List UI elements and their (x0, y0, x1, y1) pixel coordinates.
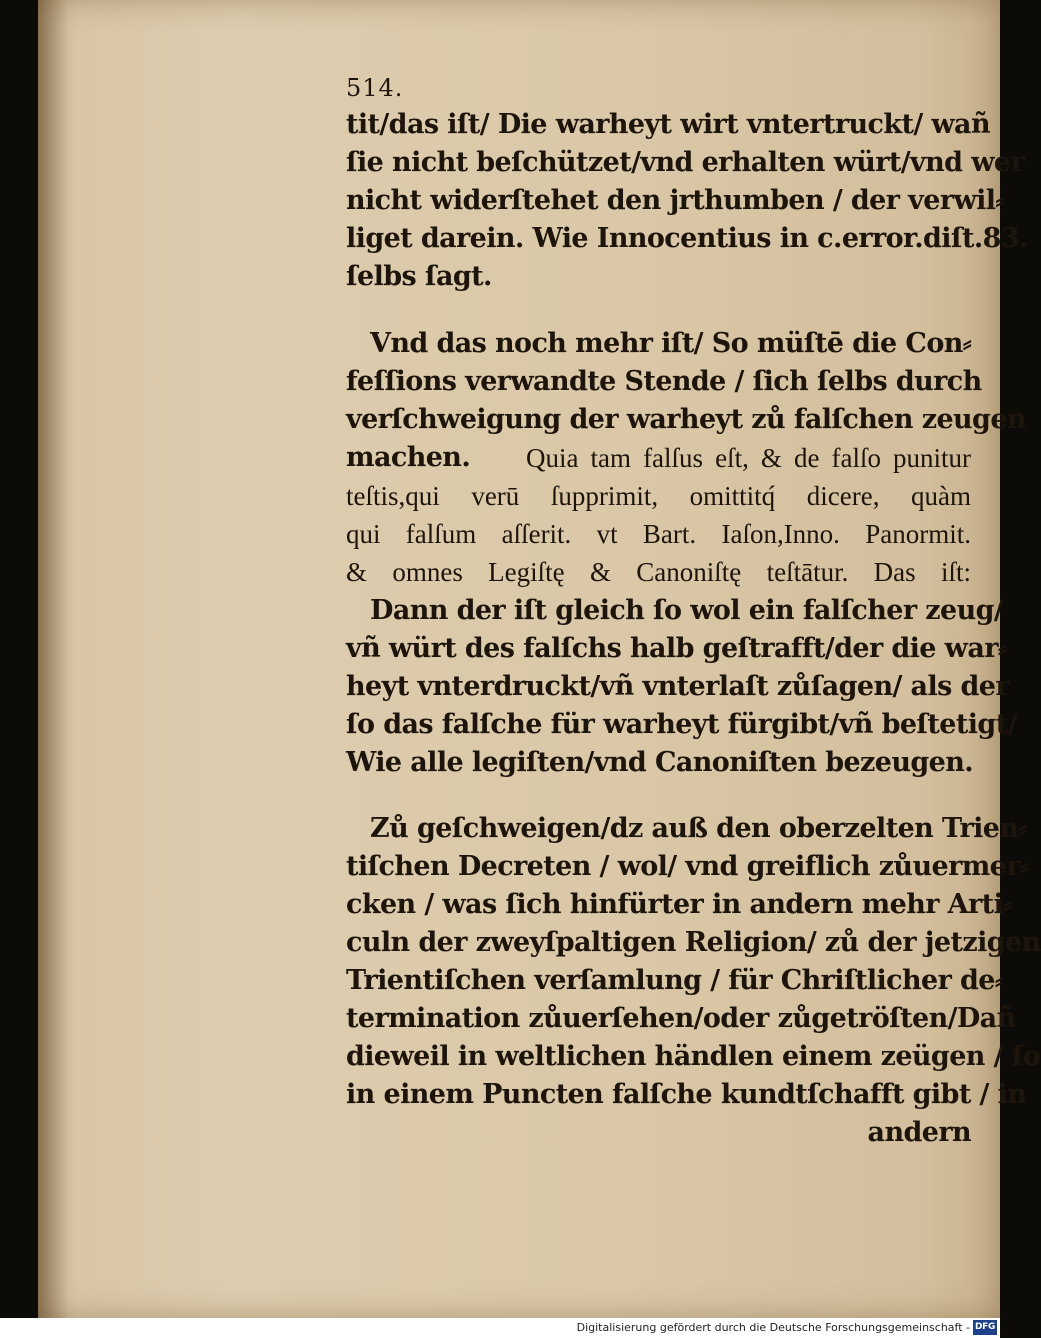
line: feſſions verwandte Stende / ſich ſelbs durch (346, 366, 982, 397)
line: ſelbs ſagt. (346, 261, 492, 292)
dfg-logo-icon: DFG (973, 1320, 997, 1335)
line: liget darein. Wie Innocentius in c.error.diſt.83. (346, 223, 1028, 254)
line: in einem Puncten falſche kundtſchafft gibt / in (346, 1079, 1027, 1110)
page-number: 514. (346, 74, 404, 102)
line: Quia tam falſus eſt, & de falſo punitur (526, 443, 971, 473)
paragraph-4 (346, 810, 1041, 1114)
line: culn der zweyſpaltigen Religion/ zů der jetzigen (346, 927, 1041, 958)
paragraph-1 (346, 106, 1028, 296)
line: Wie alle legiſten/vnd Canoniſten bezeugen. (346, 747, 974, 778)
line: termination zůuerſehen/oder zůgetröſten/Dañ (346, 1003, 1016, 1034)
line: machen. (346, 442, 471, 473)
line: qui falſum aſſerit. vt Bart. Iaſon,Inno. Panormit. (346, 519, 971, 549)
line: & omnes Legiſtę & Canoniſtę teſtātur. Das iſt: (346, 557, 971, 587)
line: nicht widerſtehet den jrthumben / der verwil⸗ (346, 185, 1004, 216)
footer-credit: Digitalisierung gefördert durch die Deutsche Forschungsgemeinschaft - (576, 1321, 970, 1334)
line: dieweil in weltlichen händlen einem zeügen / ſo (346, 1041, 1041, 1072)
line: Vnd das noch mehr iſt/ So müſtē die Con⸗ (370, 328, 972, 359)
line: tit/das iſt/ Die warheyt wirt vntertruckt/ wañ (346, 109, 990, 140)
scanned-page (38, 0, 1041, 1318)
line: verſchweigung der warheyt zů falſchen zeugen (346, 404, 1026, 435)
line: Trientiſchen verſamlung / für Chriſtlicher de⸗ (346, 965, 1004, 996)
line: Zů geſchweigen/dz auß den oberzelten Trien⸗ (370, 813, 1027, 844)
gutter-shadow (38, 0, 68, 1318)
line: heyt vnterdruckt/vñ vnterlaſt zůſagen/ als der (346, 671, 1009, 702)
catchword-text: andern (867, 1117, 971, 1148)
line: cken / was ſich hinfürter in andern mehr Arti⸗ (346, 889, 1012, 920)
line: ſo das falſche für warheyt fürgibt/vñ beſtetigt/ (346, 709, 1017, 740)
latin-quote-first-line (526, 439, 971, 477)
line: tiſchen Decreten / wol/ vnd greiflich zůuermer⸗ (346, 851, 1029, 882)
line: ſie nicht beſchützet/vnd erhalten würt/vnd wer (346, 147, 1025, 178)
catchword (346, 1114, 971, 1152)
latin-quote (346, 477, 971, 591)
line: teſtis,qui verū ſupprimit, omittitq́ dicere, quàm (346, 481, 971, 511)
paragraph-3 (346, 592, 1017, 782)
line: vñ würt des falſchs halb geſtrafft/der die war⸗ (346, 633, 1007, 664)
line: Dann der iſt gleich ſo wol ein falſcher zeug/ (370, 595, 1004, 626)
footer-bar (0, 1318, 1000, 1338)
